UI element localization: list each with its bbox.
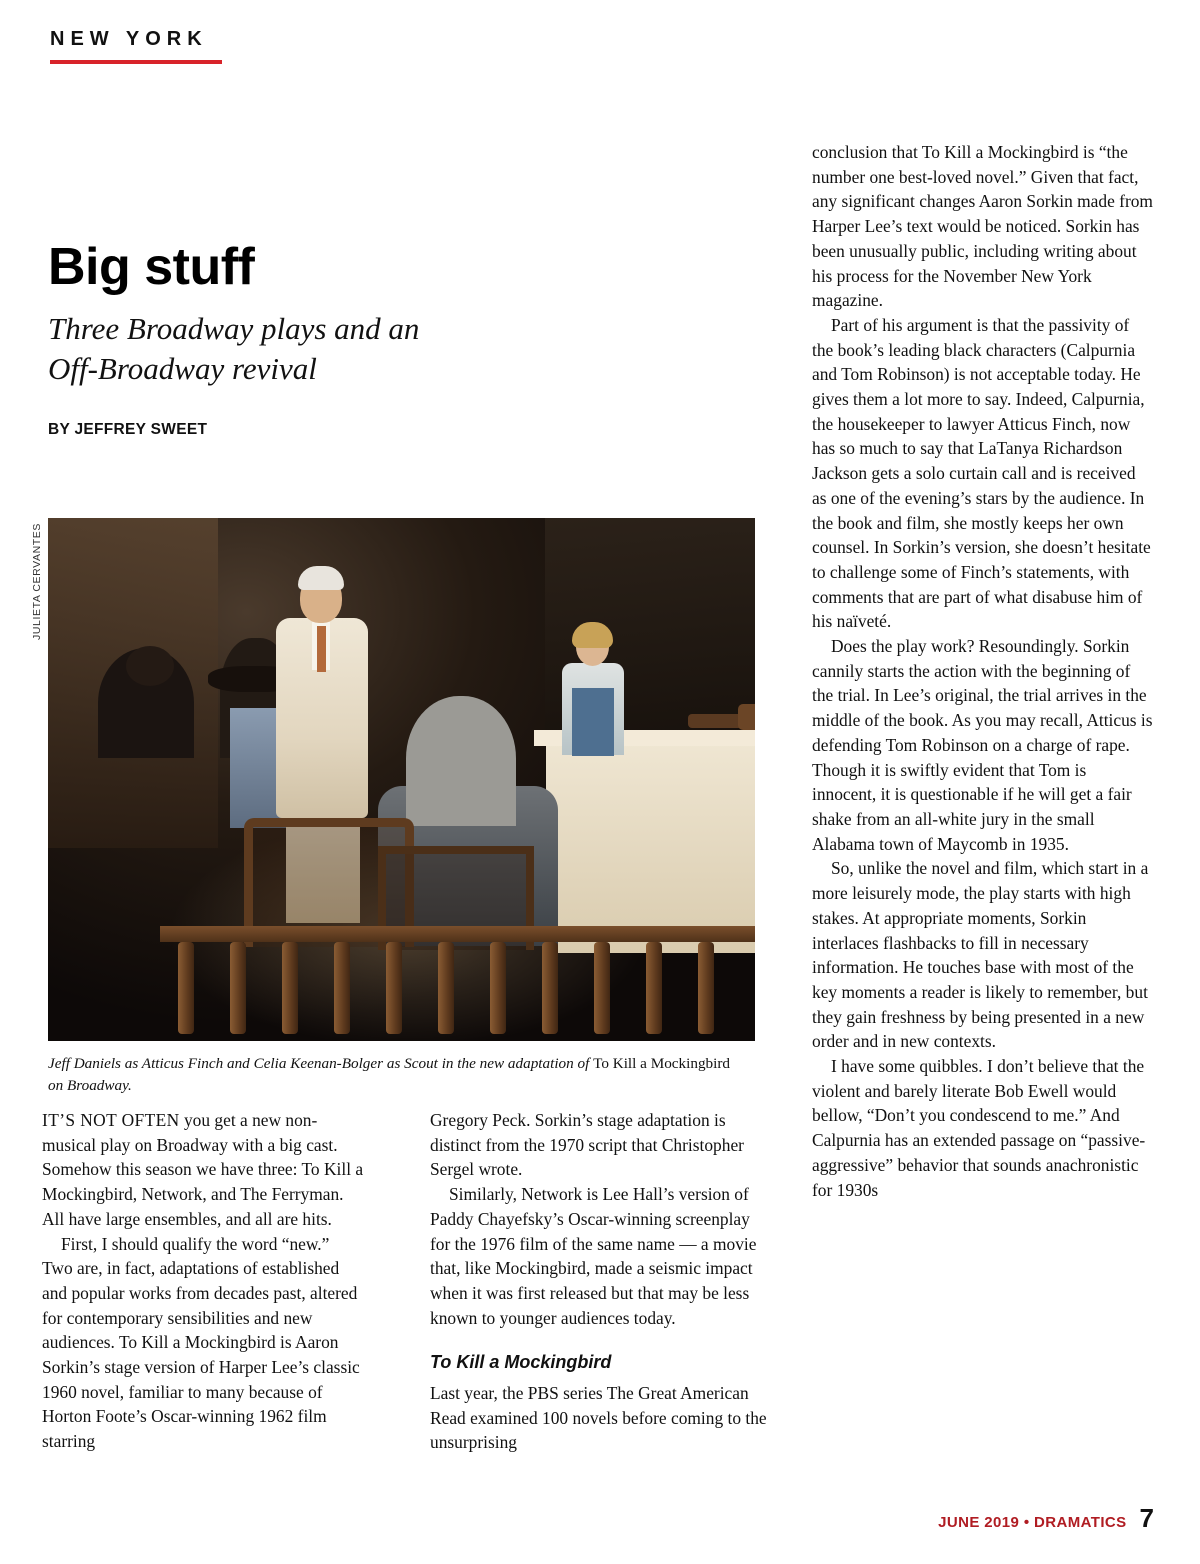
photo-block: [48, 518, 755, 1096]
photo-courtroom-rail: [160, 926, 755, 942]
paragraph: Similarly, Network is Lee Hall’s version of Paddy Chayefsky’s Oscar-winning screenplay for the 1976 film of the same name — a movie that, like Mockingbird, made a seismic impact when it was first released but that may be less known to younger audiences today.: [430, 1184, 757, 1328]
headline-block: [48, 240, 648, 439]
paragraph: Last year, the PBS series The Great American Read examined 100 novels before coming to the unsurprising: [430, 1382, 767, 1453]
photo-witness-box: [546, 740, 755, 953]
body-column-1: [42, 1108, 364, 1454]
caption-text-part-1: Jeff Daniels as Atticus Finch and Celia Keenan-Bolger as Scout in the new adaptation of: [48, 1055, 590, 1072]
page-footer: [938, 1503, 1154, 1534]
photo-baluster: [230, 942, 246, 1034]
deck-line-1: Three Broadway plays and an: [48, 310, 420, 346]
paragraph: First, I should qualify the word “new.” Two are, in fact, adaptations of established and popular works from decades past, altered for contemporary sensibilities and new audiences. To Kill a Mockingbird is Aaron Sorkin’s stage version of Harper Lee’s classic 1960 novel, familiar to many because of Horton Foote’s Oscar-winning 1962 film starring: [42, 1233, 360, 1452]
paragraph: Does the play work? Resoundingly. Sorkin cannily starts the action with the beginning of the trial. In Lee’s original, the trial arrives in the middle of the book. As you may recall, Atticus is defending Tom Robinson on a charge of rape. Though it is swiftly evident that Tom is innocent, it is questionable if he will get a fair shake from an all-white jury in the small Alabama town of Maycomb in 1935.: [812, 636, 1153, 854]
photo-baluster: [282, 942, 298, 1034]
paragraph-text: you get a new non-musical play on Broadway with a big cast. Somehow this season we have three: To Kill a Mockingbird, Network, and The Ferryman. All have large ensembles, and all are hits.: [42, 1110, 364, 1229]
caption-text-part-2: on Broadway.: [48, 1076, 132, 1094]
photo-baluster: [542, 942, 558, 1034]
photo-figure-seated-head: [406, 696, 516, 826]
photo-credit: JULIETA CERVANTES: [31, 523, 43, 640]
issue-label: JUNE 2019 • DRAMATICS: [938, 1514, 1127, 1531]
paragraph: So, unlike the novel and film, which start in a more leisurely mode, the play starts with high stakes. At appropriate moments, Sorkin interlaces flashbacks to fill in necessary information. He touches base with most of the key moments a reader is likely to remember, but they gain freshness by being presented in a new order and in new contexts.: [812, 858, 1149, 1052]
photo-baluster: [438, 942, 454, 1034]
paragraph: I have some quibbles. I don’t believe that the violent and barely literate Bob Ewell would bellow, “Don’t you condescend to me.” And Calpurnia has an extended passage on “passive-aggressive” behavior that sounds anachronistic for 1930s: [812, 1056, 1146, 1200]
article-byline: BY JEFFREY SWEET: [48, 421, 208, 439]
lead-smallcaps: IT’S NOT OFTEN: [42, 1110, 180, 1130]
photo-baluster: [594, 942, 610, 1034]
photo-baluster: [178, 942, 194, 1034]
production-photo: [48, 518, 755, 1041]
paragraph: Part of his argument is that the passivity of the book’s leading black characters (Calpurnia and Tom Robinson) is not acceptable today. He gives them a lot more to say. Indeed, Calpurnia, the housekeeper to lawyer Atticus Finch, now has so much to say that LaTanya Richardson Jackson gets a solo curtain call and is received as one of the evening’s stars by the audience. In the book and film, she mostly keeps her own counsel. In Sorkin’s version, she doesn’t hesitate to challenge some of Finch’s statements, with comments that are part of what disabuse him of his naïveté.: [812, 314, 1151, 632]
page-number: 7: [1139, 1503, 1154, 1533]
photo-baluster: [490, 942, 506, 1034]
kicker-label: NEW YORK: [50, 28, 208, 50]
section-subhead: To Kill a Mockingbird: [430, 1352, 612, 1373]
photo-figure-scout-hair: [572, 622, 613, 648]
page-title: Big stuff: [48, 238, 255, 296]
paragraph: Gregory Peck. Sorkin’s stage adaptation is distinct from the 1970 script that Christopher Sergel wrote.: [430, 1110, 744, 1180]
photo-gavel-head: [738, 704, 755, 730]
body-column-3: [812, 140, 1154, 1202]
photo-figure-scout-overalls: [572, 688, 614, 756]
photo-figure-atticus-tie: [317, 626, 326, 672]
article-deck: [48, 309, 648, 390]
deck-line-2: Off-Broadway revival: [48, 350, 317, 386]
body-column-2: [430, 1108, 770, 1455]
photo-figure-audience-1-bun: [126, 646, 174, 686]
kicker-rule: [50, 60, 222, 64]
section-kicker: [50, 28, 222, 64]
photo-baluster: [698, 942, 714, 1034]
photo-figure-atticus-hair: [298, 566, 344, 590]
caption-title: To Kill a Mockingbird: [593, 1055, 731, 1072]
photo-baluster: [334, 942, 350, 1034]
photo-baluster: [646, 942, 662, 1034]
photo-caption: [48, 1053, 748, 1096]
paragraph: conclusion that To Kill a Mockingbird is “the number one best-loved novel.” Given that fact, any significant changes Aaron Sorkin made from Harper Lee’s text would be noticed. Sorkin has been unusually public, including writing about his process for the November New York magazine.: [812, 142, 1153, 311]
photo-baluster: [386, 942, 402, 1034]
paragraph: [42, 1108, 364, 1232]
